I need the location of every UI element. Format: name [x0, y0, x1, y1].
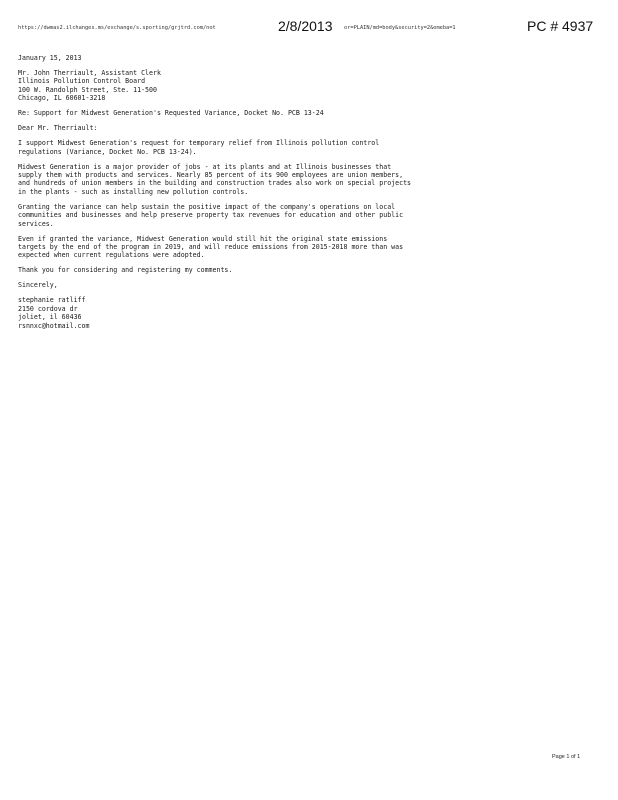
salutation — [18, 124, 583, 132]
paragraph-line: expected when current regulations were adopted. — [18, 251, 205, 260]
paragraph-line: Granting the variance can help sustain the positive impact of the company's operations on local — [18, 202, 396, 211]
paragraph-line: targets by the end of the program in 2019, and will reduce emissions from 2015-2018 more than was — [18, 243, 404, 252]
letter-date — [18, 54, 583, 62]
paragraph-line: Thank you for considering and registering my comments. — [18, 266, 233, 275]
url-parameters: or=PLAIN/md=body&security=2&omeba=1 — [344, 25, 456, 31]
paragraph-line: communities and businesses and help preserve property tax revenues for education and other public — [18, 211, 404, 220]
fax-header — [18, 18, 600, 40]
paragraph-line: and hundreds of union members in the building and construction trades also work on special projects — [18, 179, 412, 188]
paragraph-emissions — [18, 235, 583, 260]
page-number: Page 1 of 1 — [552, 754, 581, 760]
paragraph-jobs — [18, 163, 583, 197]
paragraph-line: regulations (Variance, Docket No. PCB 13-24). — [18, 147, 197, 156]
url-text: https://dwmas2.ilchanges.ms/exchange/s.sporting/grjtrd.com/not — [18, 25, 216, 31]
addressee-line: Chicago, IL 60601-3218 — [18, 94, 106, 103]
addressee-line: Mr. John Therriault, Assistant Clerk — [18, 69, 161, 77]
signature-email: rsnnxc@hotmail.com — [18, 321, 90, 330]
paragraph-line: Midwest Generation is a major provider of jobs - at its plants and at Illinois businesses that — [18, 162, 392, 171]
paragraph-community — [18, 203, 583, 228]
subject-line — [18, 109, 583, 117]
addressee-block — [18, 69, 583, 103]
signature-block — [18, 296, 583, 330]
paragraph-line: Even if granted the variance, Midwest Generation would still hit the original state emissions — [18, 234, 388, 243]
closing — [18, 281, 583, 289]
paragraph-line: supply them with products and services. Nearly 85 percent of its 900 employees are union members, — [18, 171, 404, 180]
addressee-line: Illinois Pollution Control Board — [18, 77, 146, 86]
salutation-text: Dear Mr. Therriault: — [18, 124, 98, 133]
date-line: January 15, 2013 — [18, 54, 82, 62]
paragraph-support — [18, 139, 583, 156]
subject-text: Re: Support for Midwest Generation's Requested Variance, Docket No. PCB 13-24 — [18, 109, 324, 118]
closing-text: Sincerely, — [18, 281, 58, 290]
paragraph-thanks — [18, 266, 583, 274]
letter-body — [18, 54, 583, 337]
public-comment-number-stamp: PC # 4937 — [527, 18, 594, 34]
addressee-line: 100 W. Randolph Street, Ste. 11-500 — [18, 85, 157, 94]
paragraph-line: services. — [18, 219, 54, 228]
signature-city: joliet, il 60436 — [18, 313, 82, 322]
paragraph-line: in the plants - such as installing new pollution controls. — [18, 187, 249, 196]
signature-street: 2150 cordova dr — [18, 304, 78, 313]
received-date-stamp: 2/8/2013 — [278, 18, 333, 34]
signature-name: stephanie ratliff — [18, 296, 86, 305]
paragraph-line: I support Midwest Generation's request for temporary relief from Illinois pollution control — [18, 139, 380, 148]
